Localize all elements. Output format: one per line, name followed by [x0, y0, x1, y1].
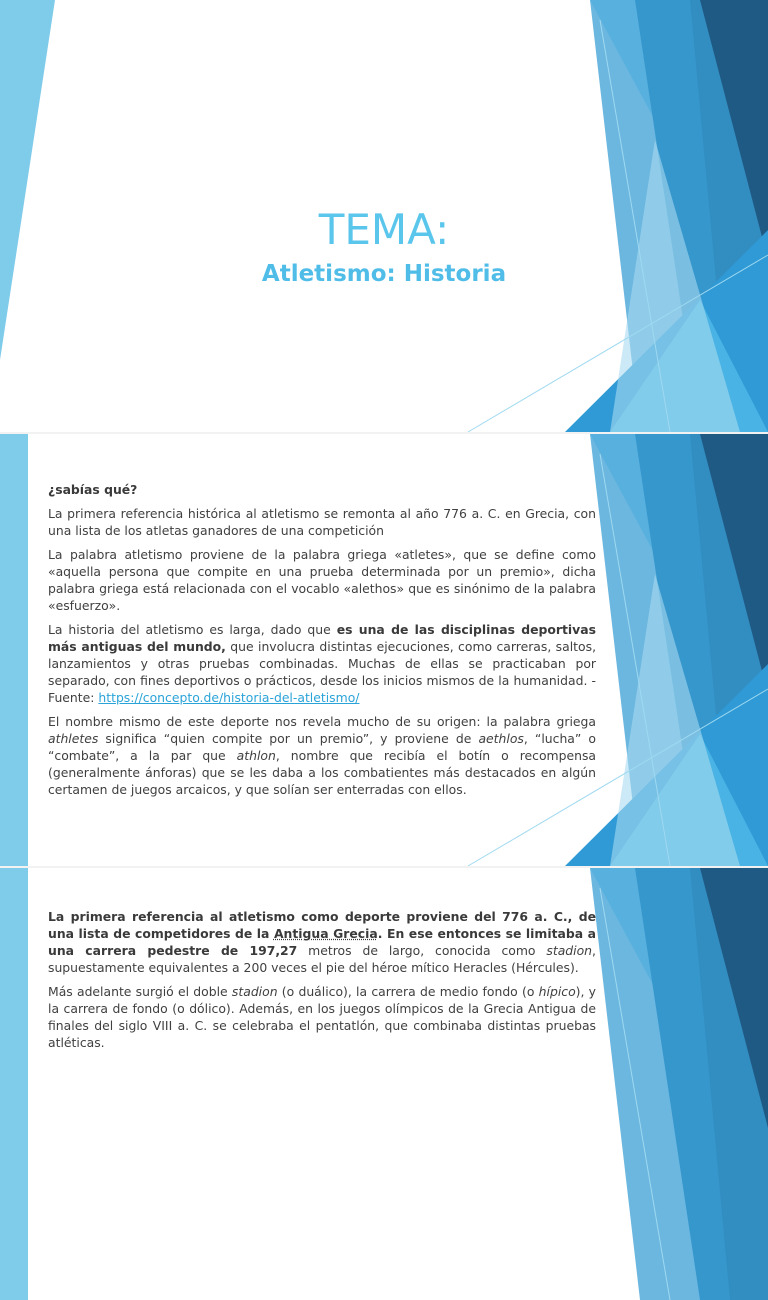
slide-3 [0, 868, 768, 1050]
paragraph: La historia del atletismo es larga, dado que es una de las disciplinas deportivas más antiguas del mundo, que involucra distintas ejecuciones, como carreras, saltos, lanzamientos y otras pruebas combinadas. Muchas de ellas se practicaban por separado, con fines deportivos o prácticos, desde los inicios mismos de la humanidad. - Fuente: https://concepto.de/historia-del-atletismo/ [48, 622, 597, 705]
paragraph: La primera referencia al atletismo como deporte proviene del 776 a. C., de una lista de competidores de la Antigua Grecia. En ese entonces se limitaba a una carrera pedestre de 197,27 metros de largo, conocida como stadion, supuestamente equivalentes a 200 veces el pie del héroe mítico Heracles (Hércules). [48, 909, 596, 975]
paragraph: La palabra atletismo proviene de la palabra griega «atletes», que se define como «aquella persona que compite en una prueba determinada por un premio», dicha palabra griega está relacionada con el vocablo «alethos» que es sinónimo de la palabra «esfuerzo». [48, 547, 596, 613]
paragraph: La primera referencia histórica al atletismo se remonta al año 776 a. C. en Grecia, con una lista de los atletas ganadores de una competición [48, 506, 596, 538]
slide-title: TEMA: [318, 205, 450, 254]
section-heading: ¿sabías qué? [48, 482, 138, 497]
slide-subtitle: Atletismo: Historia [261, 261, 507, 287]
source-link[interactable]: https://concepto.de/historia-del-atletismo/ [98, 690, 360, 705]
slide-body [48, 481, 596, 805]
slide-2 [0, 434, 768, 866]
slide-body [48, 908, 596, 1058]
paragraph: El nombre mismo de este deporte nos revela mucho de su origen: la palabra griega athletes significa “quien compite por un premio”, y proviene de aethlos, “lucha” o “combate”, a la par que athlon, nombre que recibía el botín o recompensa (generalmente ánforas) que se les daba a los combatientes más destacados en algún certamen de juegos arcaicos, y que solían ser enterradas con ellos. [48, 714, 596, 797]
paragraph: Más adelante surgió el doble stadion (o duálico), la carrera de medio fondo (o hípico), y la carrera de fondo (o dólico). Además, en los juegos olímpicos de la Grecia Antigua de finales del siglo VIII a. C. se celebraba el pentatlón, que combinaba distintas pruebas atléticas. [48, 984, 596, 1050]
slide-1 [0, 0, 768, 432]
